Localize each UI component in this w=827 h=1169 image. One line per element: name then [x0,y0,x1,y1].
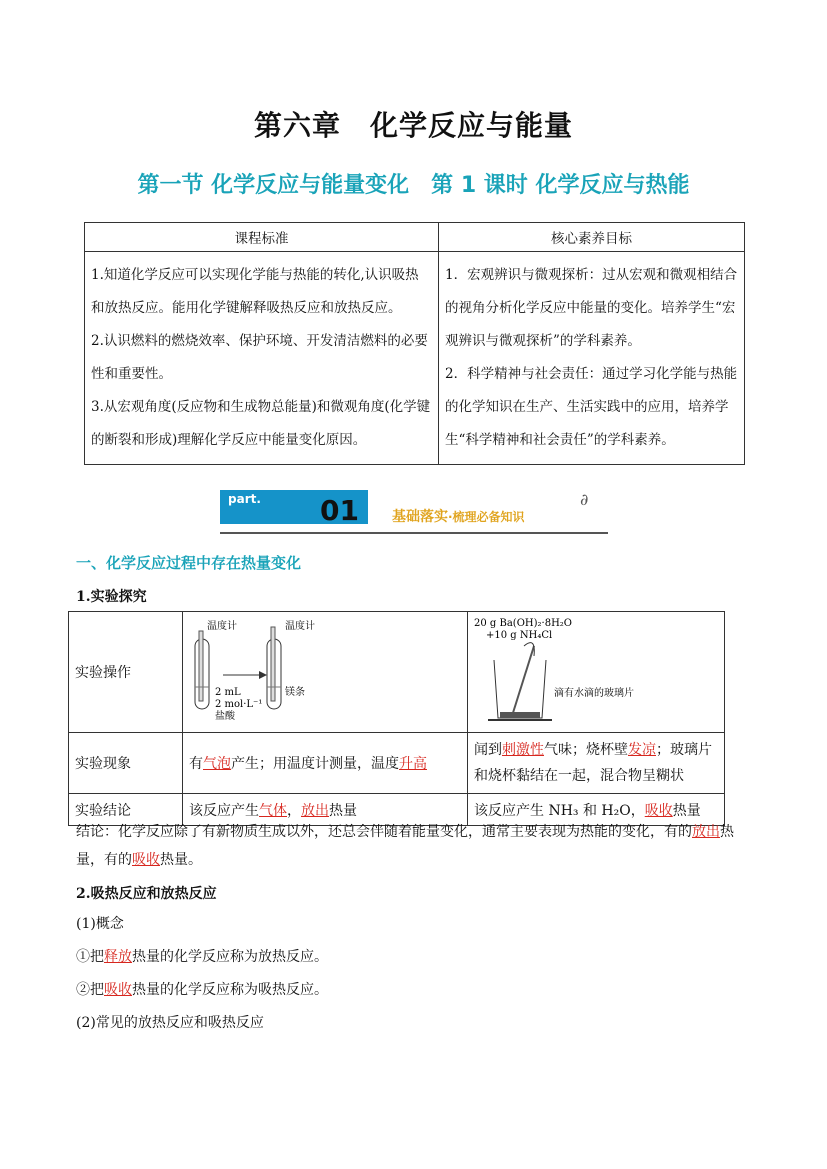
goal-item: 1．宏观辨识与微观探析：过从宏观和微观相结合的视角分析化学反应中能量的变化。培养学生“宏观辨识与微观探析”的学科素养。 [445,267,738,349]
text: 产生；用温度计测量，温度 [231,756,399,772]
row-observation-label: 实验现象 [69,733,183,794]
standard-item: 1.知道化学反应可以实现化学能与热能的转化,认识吸热和放热反应。能用化学键解释吸热反应和放热反应。 [91,267,419,316]
fig1-volume: 2 mL [215,687,241,698]
answer: 气泡 [203,756,231,772]
fig2-reagent2: +10 g NH₄Cl [486,630,553,641]
answer: 释放 [104,949,132,965]
fig-barium-ammonium [468,612,725,733]
banner-label-sub: ·梳理必备知识 [448,510,525,524]
fig1-acid: 盐酸 [215,711,235,722]
standards-left-cell [85,252,439,465]
observation-right [468,733,725,794]
answer: 放出 [301,802,329,819]
banner-label [392,506,525,526]
answer: 气体 [259,802,287,819]
heading-heat-change: 一、化学反应过程中存在热量变化 [76,554,302,572]
answer: 刺激性 [502,742,544,758]
answer: 发凉 [628,742,656,758]
banner-label-main: 基础落实 [392,509,448,525]
text: ， [287,802,301,819]
concept-item-2 [76,976,328,1004]
text: 该反应产生 NH₃ 和 H₂O， [474,802,645,819]
chapter-title: 第六章 化学反应与能量 [253,109,573,142]
answer: 升高 [399,756,427,772]
text: 气味；烧杯壁 [544,742,628,758]
fig1-thermometer: 温度计 [207,621,237,632]
common-reactions-label: (2)常见的放热反应和吸热反应 [76,1015,264,1031]
fig1-concentration: 2 mol·L⁻¹ [215,699,263,710]
text: 热量，有的 [76,824,734,868]
conclusion-paragraph [76,818,756,874]
goal-item: 2．科学精神与社会责任：通过学习化学能与热能的化学知识在生产、生活实践中的应用，培养学生“科学精神和社会责任”的学科素养。 [445,366,738,448]
text: 有 [189,756,203,772]
text: ①把 [76,949,104,965]
row-operation-label: 实验操作 [69,612,183,733]
row-conclusion-label: 实验结论 [69,794,183,826]
text: ；玻璃片和烧杯黏结在一起，混合物呈糊状 [474,742,712,784]
standards-header-right: 核心素养目标 [439,223,745,252]
standards-right-cell [439,252,745,465]
barium-ammonium-diagram [474,616,634,728]
answer: 吸收 [132,852,160,868]
swirl-icon: ∂ [580,490,589,509]
text: 热量 [329,802,357,819]
fig2-reagent1: 20 g Ba(OH)₂·8H₂O [474,618,572,629]
section-title: 第一节 化学反应与能量变化 第 1 课时 化学反应与热能 [137,173,690,198]
part-banner [220,488,608,536]
text: 热量的化学反应称为放热反应。 [132,949,328,965]
fig-magnesium-acid [183,612,468,733]
answer: 放出 [692,824,720,840]
standards-table [84,222,745,465]
banner-part: part. [228,492,261,506]
standards-header-left: 课程标准 [85,223,439,252]
banner-number: 01 [320,494,359,527]
experiment-table [68,611,725,826]
text: 热量的化学反应称为吸热反应。 [132,982,328,998]
observation-left [183,733,468,794]
text: ②把 [76,982,104,998]
banner-underline [220,532,608,534]
magnesium-acid-diagram [189,617,349,727]
text: 闻到 [474,742,502,758]
fig2-glass: 滴有水滴的玻璃片 [554,688,634,699]
fig1-thermometer2: 温度计 [285,621,315,632]
concept-label: (1)概念 [76,916,124,932]
text: 该反应产生 [189,802,259,819]
heading-experiment: 1.实验探究 [76,589,147,605]
answer: 吸收 [644,802,673,819]
standard-item: 3.从宏观角度(反应物和生成物总能量)和微观角度(化学键的断裂和形成)理解化学反应中能量变化原因。 [91,399,431,448]
text: 热量。 [160,852,202,868]
standard-item: 2.认识燃料的燃烧效率、保护环境、开发清洁燃料的必要性和重要性。 [91,333,428,382]
text: 结论：化学反应除了有新物质生成以外，还总会伴随着能量变化，通常主要表现为热能的变化，有的 [76,824,692,840]
text: 热量 [672,802,701,819]
fig1-metal: 镁条 [285,687,305,698]
heading-endo-exo: 2.吸热反应和放热反应 [76,886,217,902]
answer: 吸收 [104,982,132,998]
concept-item-1 [76,943,328,971]
